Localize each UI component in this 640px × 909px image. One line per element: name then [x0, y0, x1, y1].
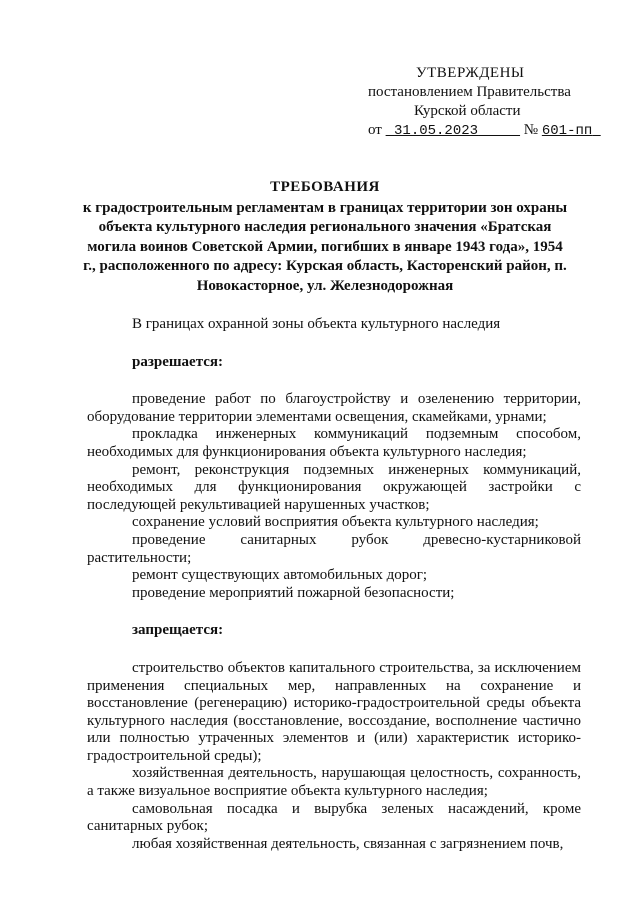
title-subtitle: к градостроительным регламентам в границах территории зон охраны объекта культурного наследия регионального значения «Братская могила воинов Советской Армии, погибших в январе 1943 года», 1954 г., расположенного по адресу: Курская область, Касторенский район, п. Новокасторное, ул. Железнодорожная: [82, 199, 568, 294]
list-item: прокладка инженерных коммуникаций подземным способом, необходимых для функционирования объекта культурного наследия;: [87, 426, 581, 460]
list-item: ремонт, реконструкция подземных инженерных коммуникаций, необходимых для функционирования окружающей застройки с последующей рекультивацией нарушенных участков;: [87, 461, 581, 513]
forbidden-list: [87, 660, 581, 854]
list-item: проведение работ по благоустройству и озеленению территории, оборудование территории элементами освещения, скамейками, урнами;: [87, 391, 581, 425]
document-body: [87, 316, 581, 873]
list-item: строительство объектов капитального строительства, за исключением применения специальных мер, направленных на сохранение и восстановление (регенерацию) историко-градостроительной среды объекта культурного наследия (восстановление, воссоздание, восполнение частично или полностью утраченных элементов и (или) характеристик историко-градостроительной среды);: [87, 659, 581, 764]
list-item: любая хозяйственная деятельность, связанная с загрязнением почв,: [132, 835, 564, 852]
date-prefix: от: [368, 122, 382, 138]
allowed-heading: разрешается:: [132, 353, 224, 370]
forbidden-heading: запрещается:: [132, 622, 224, 639]
list-item: проведение санитарных рубок древесно-кустарниковой растительности;: [87, 531, 581, 566]
list-item: ремонт существующих автомобильных дорог;: [132, 567, 428, 584]
title-main: ТРЕБОВАНИЯ: [270, 179, 380, 195]
number-prefix: №: [523, 122, 539, 138]
approval-stamp: [368, 64, 593, 141]
document-title: [80, 178, 570, 297]
list-item: проведение мероприятий пожарной безопасности;: [132, 584, 455, 601]
list-item: сохранение условий восприятия объекта культурного наследия;: [132, 514, 539, 531]
approval-line-1: постановлением Правительства: [368, 84, 571, 100]
approval-line-2: Курской области: [414, 103, 521, 119]
intro-paragraph: В границах охранной зоны объекта культурного наследия: [132, 316, 501, 332]
approval-heading: УТВЕРЖДЕНЫ: [416, 65, 525, 81]
approval-number: 601-пп: [541, 123, 593, 139]
approval-date-line: [368, 121, 593, 141]
allowed-list: [87, 391, 581, 602]
list-item: самовольная посадка и вырубка зеленых насаждений, кроме санитарных рубок;: [87, 800, 581, 835]
approval-date: 31.05.2023: [394, 123, 479, 139]
list-item: хозяйственная деятельность, нарушающая целостность, сохранность, а также визуальное восприятие объекта культурного наследия;: [87, 765, 581, 800]
